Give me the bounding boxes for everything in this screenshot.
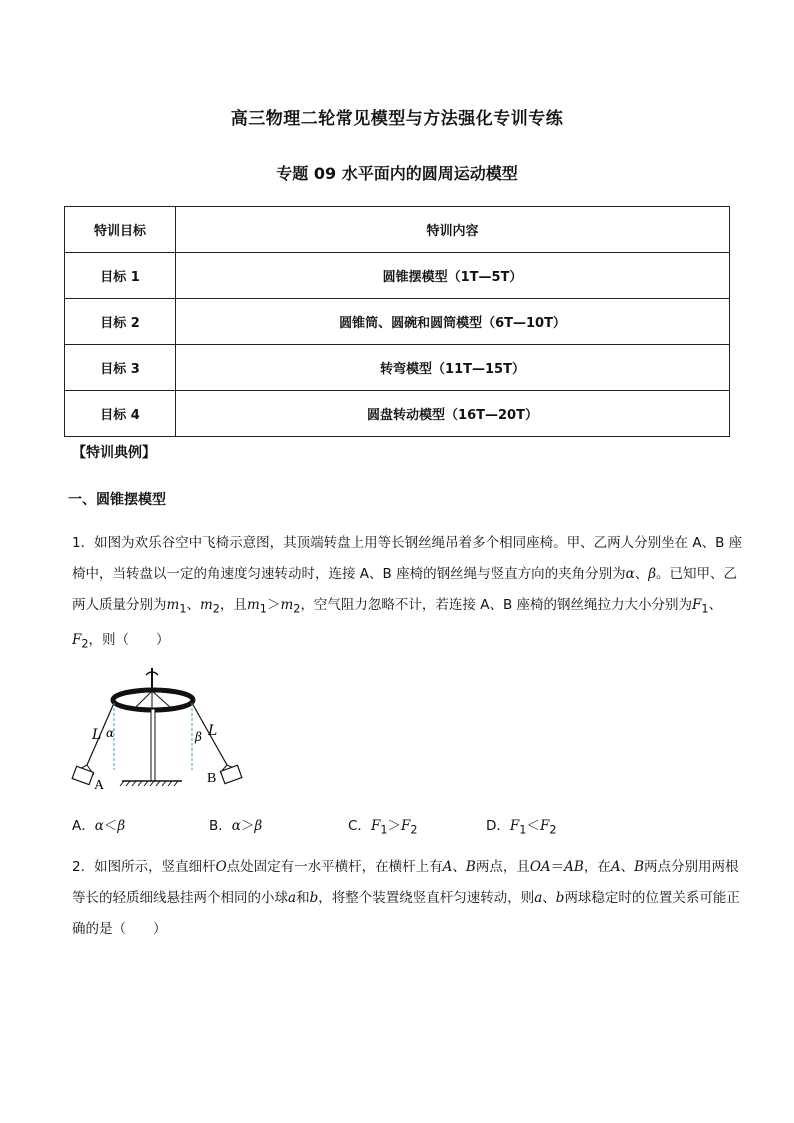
option-b: B．α＞β bbox=[209, 818, 263, 834]
q2-var: A bbox=[610, 859, 621, 875]
q1-text: 、 bbox=[186, 597, 200, 613]
q2-var: AB bbox=[564, 859, 584, 875]
page-title: 高三物理二轮常见模型与方法强化专训专练 bbox=[230, 109, 564, 129]
q2-var: b bbox=[555, 890, 565, 906]
q1-text: 、 bbox=[634, 566, 649, 582]
table-header-cell: 特训内容 bbox=[176, 207, 730, 253]
label-beta: β bbox=[195, 730, 202, 744]
q2-text: 、 bbox=[620, 859, 635, 875]
q1-m2: m bbox=[199, 597, 213, 613]
table-cell-content: 圆锥筒、圆碗和圆筒模型（6T—10T） bbox=[176, 299, 730, 345]
option-a: A．α＜β bbox=[72, 818, 126, 834]
q2-text: 、 bbox=[452, 859, 466, 875]
table-header-cell: 特训目标 bbox=[65, 207, 176, 253]
table-cell-goal: 目标 4 bbox=[65, 391, 176, 437]
q2-text: 、 bbox=[542, 890, 556, 906]
table-row bbox=[65, 253, 730, 299]
q2-text: ，在 bbox=[583, 859, 611, 875]
q1-text: ，则（ ） bbox=[88, 631, 170, 648]
spoke bbox=[152, 691, 170, 707]
option-c: C．$F_1>F_2$ bbox=[348, 818, 418, 837]
q2-text: 和 bbox=[296, 890, 310, 906]
table-cell-content: 圆锥摆模型（1T—5T） bbox=[176, 253, 730, 299]
q1-f1-sub: 1 bbox=[701, 602, 709, 616]
label-l-left: L bbox=[92, 727, 102, 743]
q1-beta: β bbox=[648, 566, 657, 582]
q2-text: ，将整个装置绕竖直杆匀速转动，则 bbox=[318, 890, 535, 906]
q1-text: ，空气阻力忽略不计，若连接 A、B 座椅的钢丝绳拉力大小分别为 bbox=[300, 597, 693, 613]
q2-var: B bbox=[634, 859, 645, 875]
q2-text: 两球稳定时的位置关系可能正确的是（ ） bbox=[72, 890, 740, 937]
table-cell-content: 转弯模型（11T—15T） bbox=[176, 345, 730, 391]
label-b: B bbox=[207, 771, 217, 786]
q1-m2-sub: 2 bbox=[293, 602, 301, 616]
q1-m1: m bbox=[246, 597, 260, 613]
label-alpha: α bbox=[106, 726, 115, 740]
q2-text: 两点，且 bbox=[475, 859, 530, 875]
turntable-ring bbox=[113, 690, 193, 710]
q2-var: a bbox=[534, 890, 543, 906]
table-cell-goal: 目标 1 bbox=[65, 253, 176, 299]
q2-var: B bbox=[465, 859, 476, 875]
question-1 bbox=[72, 528, 744, 659]
page-subtitle: 专题 09 水平面内的圆周运动模型 bbox=[276, 164, 518, 183]
label-a: A bbox=[94, 778, 105, 791]
q1-m1: m bbox=[166, 597, 180, 613]
section-heading: 一、圆锥摆模型 bbox=[68, 492, 166, 508]
q1-text: 。已知甲、乙两人质量分别为 bbox=[72, 566, 738, 613]
label-l-right: L bbox=[208, 723, 218, 739]
q2-var: a bbox=[288, 890, 297, 906]
q1-m2-sub: 2 bbox=[212, 602, 220, 616]
q1-f2-sub: 2 bbox=[81, 637, 89, 651]
goal-table bbox=[64, 206, 730, 437]
q1-text: ＞ bbox=[266, 597, 281, 613]
q1-text: ，且 bbox=[219, 597, 247, 613]
q2-text: 点处固定有一水平横杆，在横杆上有 bbox=[226, 859, 443, 875]
table-cell-goal: 目标 2 bbox=[65, 299, 176, 345]
q2-var: b bbox=[309, 890, 319, 906]
table-header-row bbox=[65, 207, 730, 253]
option-d: D．$F_1<F_2$ bbox=[486, 818, 557, 837]
q2-text: 2．如图所示，竖直细杆 bbox=[72, 859, 216, 875]
examples-heading: 【特训典例】 bbox=[72, 445, 156, 461]
table-row bbox=[65, 299, 730, 345]
q2-var: A bbox=[442, 859, 453, 875]
chair-a bbox=[72, 765, 94, 785]
q2-text: ＝ bbox=[550, 859, 565, 875]
q1-m1-sub: 1 bbox=[259, 602, 267, 616]
question-2 bbox=[72, 852, 744, 945]
q1-alpha: α bbox=[625, 566, 635, 582]
q1-text: 1．如图为欢乐谷空中飞椅示意图，其顶端转盘上用等长钢丝绳吊着多个相同座椅。甲、乙两人分别坐在 A、B 座椅中，当转盘以一定的角速度匀速转动时，连接 A、B 座椅的钢丝绳与竖直方向的夹角分别为 bbox=[72, 535, 743, 582]
q1-m2: m bbox=[280, 597, 294, 613]
flying-chair-figure bbox=[70, 665, 250, 791]
chair-b bbox=[220, 765, 242, 784]
q2-var: O bbox=[215, 859, 227, 875]
q2-var: OA bbox=[529, 859, 551, 875]
table-cell-content: 圆盘转动模型（16T—20T） bbox=[176, 391, 730, 437]
table-row bbox=[65, 391, 730, 437]
q2-text: 两点分别用两根等长的轻质细线悬挂两个相同的小球 bbox=[72, 859, 739, 906]
q1-text: 、 bbox=[708, 597, 723, 613]
q1-f2: F bbox=[72, 631, 82, 648]
q1-m1-sub: 1 bbox=[179, 602, 187, 616]
table-cell-goal: 目标 3 bbox=[65, 345, 176, 391]
table-row bbox=[65, 345, 730, 391]
central-pole bbox=[151, 709, 155, 781]
spoke bbox=[136, 691, 152, 707]
q1-f1: F bbox=[692, 597, 702, 613]
